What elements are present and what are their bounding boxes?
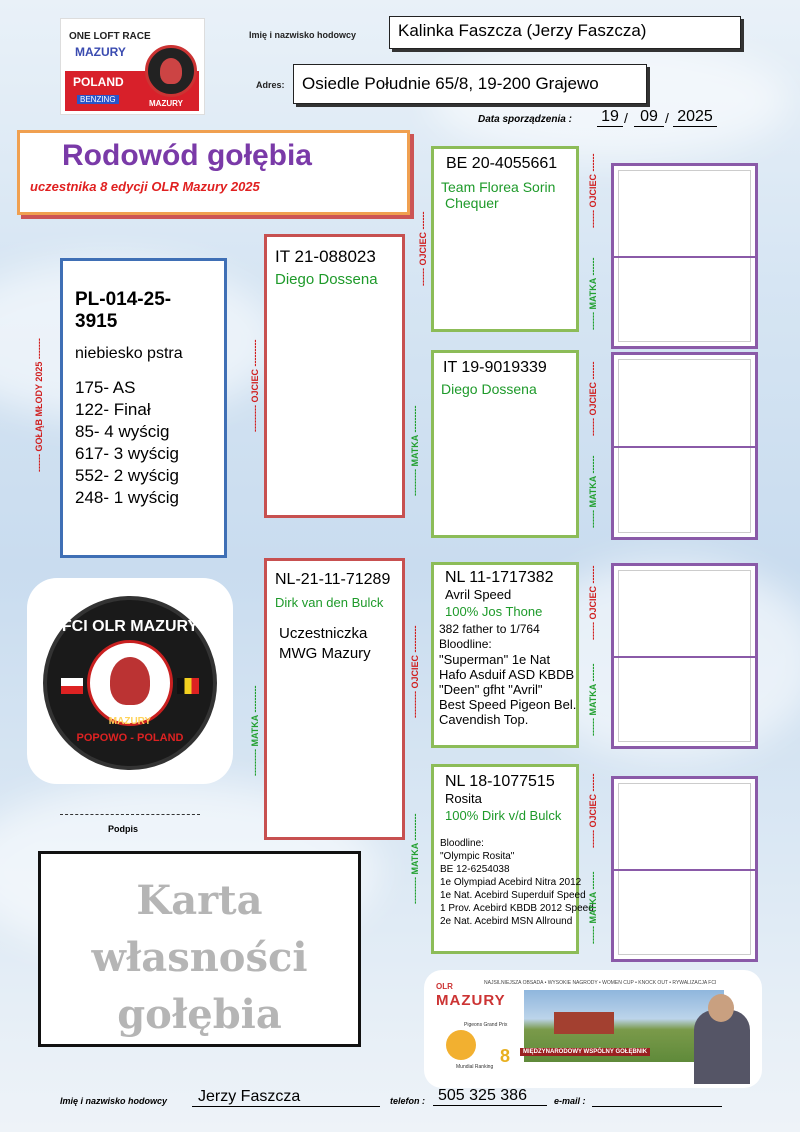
mm-ring: NL 18-1077515: [445, 773, 555, 790]
grandfather-maternal-box: [431, 562, 579, 748]
footer-phone-field[interactable]: 505 325 386: [433, 1087, 547, 1106]
ggp-mother-label: ------ MATKA ------: [588, 257, 598, 330]
fm-ring: IT 19-9019339: [443, 359, 547, 376]
fm-breeder: Diego Dossena: [441, 381, 537, 397]
date-year[interactable]: 2025: [673, 108, 717, 127]
card-text: własności: [91, 934, 308, 981]
badge-circle: [43, 596, 217, 770]
ggp-father-label: ------ OJCIEC ------: [588, 773, 598, 848]
ggp-mother-label: ------ MATKA ------: [588, 663, 598, 736]
address-field[interactable]: Osiedle Południe 65/8, 19-200 Grajewo: [293, 64, 647, 104]
result-item: 617- 3 wyścig: [75, 444, 179, 463]
banner-mazury: MAZURY: [436, 992, 506, 1009]
info-line: 1e Nat. Acebird Superduif Speed: [440, 890, 586, 901]
great-grandparents-box: [611, 776, 758, 962]
document-title: Rodowód gołębia: [62, 139, 312, 172]
date-separator: /: [665, 110, 669, 126]
mf-info: [439, 622, 577, 727]
footer-email-label: e-mail :: [554, 1096, 586, 1106]
note-line: Uczestniczka: [279, 625, 368, 642]
document-subtitle: uczestnika 8 edycji OLR Mazury 2025: [30, 179, 260, 194]
ff-breeder: [441, 179, 569, 211]
pigeon-ring: PL-014-25-3915: [75, 289, 172, 332]
grandfather-paternal-box: [431, 146, 579, 332]
date-separator: /: [624, 110, 628, 126]
footer-owner-label: Imię i nazwisko hodowcy: [60, 1096, 168, 1106]
loft-building-icon: [554, 1012, 614, 1034]
great-grandparents-box: [611, 163, 758, 349]
title-box: [17, 130, 410, 215]
info-line: 1e Olympiad Acebird Nitra 2012: [440, 877, 582, 888]
father-label: --------- OJCIEC ---------: [250, 339, 260, 432]
info-line: "Superman" 1e Nat: [439, 652, 551, 667]
info-line: 2e Nat. Acebird MSN Allround: [440, 916, 573, 927]
date-day[interactable]: 19: [597, 108, 623, 127]
fm-side-label: --------- MATKA ---------: [410, 405, 420, 496]
banner-mwg: MIĘDZYNARODOWY WSPÓLNY GOŁĘBNIK: [520, 1048, 650, 1056]
card-text: gołębia: [117, 991, 282, 1038]
mm-breeder: 100% Dirk v/d Bulck: [445, 808, 562, 823]
grandmother-paternal-box: [431, 350, 579, 538]
mf-ring: NL 11-1717382: [445, 569, 554, 586]
info-line: Cavendish Top.: [439, 712, 529, 727]
signature-label: Podpis: [108, 824, 139, 834]
banner-mundial: Mundial Ranking: [456, 1064, 494, 1070]
mf-side-label: --------- OJCIEC ---------: [410, 625, 420, 718]
footer-phone-label: telefon :: [390, 1096, 425, 1106]
olr-mazury-logo: [60, 18, 205, 115]
info-line: "Deen" gfht "Avril": [439, 682, 543, 697]
person-photo: [694, 1010, 750, 1084]
info-line: Hafo Asduif ASD KBDB: [439, 667, 575, 682]
info-line: BE 12-6254038: [440, 864, 510, 875]
ggp-father-label: ------ OJCIEC ------: [588, 361, 598, 436]
breeder-line: Chequer: [445, 195, 499, 211]
result-item: 175- AS: [75, 378, 136, 397]
promo-banner: [424, 970, 762, 1088]
pigeon-emblem-icon: [145, 45, 197, 97]
mother-label: --------- MATKA ---------: [250, 685, 260, 776]
poland-flag-icon: [61, 678, 83, 694]
results-list: [75, 377, 212, 509]
info-line: "Olympic Rosita": [440, 851, 515, 862]
footer-email-field[interactable]: [592, 1106, 722, 1107]
pigeon-color: niebiesko pstra: [75, 345, 183, 362]
banner-tagline: NAJSILNIEJSZA OBSADA • WYSOKIE NAGRODY • WOMEN CUP • KNOCK OUT • RYWALIZACJA FCI: [484, 980, 717, 986]
great-grandparents-box: [611, 352, 758, 540]
banner-edition-number: 8: [500, 1046, 511, 1066]
mundial-ranking-icon: [446, 1030, 476, 1060]
result-item: 248- 1 wyścig: [75, 488, 179, 507]
result-item: 85- 4 wyścig: [75, 422, 170, 441]
mm-name: Rosita: [445, 791, 482, 806]
ff-side-label: ------ OJCIEC ------: [418, 211, 428, 286]
info-line: Bloodline:: [439, 637, 492, 651]
belgium-flag-icon: [177, 678, 199, 694]
logo-text: MAZURY: [75, 45, 126, 59]
mother-breeder: Dirk van den Bulck: [275, 595, 384, 610]
info-line: Best Speed Pigeon Bel.: [439, 697, 577, 712]
info-line: 382 father to 1/764: [439, 622, 540, 636]
pigeon-main-box: [60, 258, 227, 558]
ownership-card-box: [38, 851, 361, 1047]
breeder-line: Team Florea Sorin: [441, 179, 556, 195]
owner-field[interactable]: Kalinka Faszcza (Jerzy Faszcza): [389, 16, 741, 49]
fci-olr-mazury-badge: [27, 578, 233, 784]
ggp-father-label: ------ OJCIEC ------: [588, 565, 598, 640]
result-item: 552- 2 wyścig: [75, 466, 179, 485]
badge-location: POPOWO - POLAND: [76, 732, 184, 744]
badge-brand: MAZURY: [108, 716, 152, 727]
card-text: Karta: [136, 877, 263, 924]
date-month[interactable]: 09: [634, 108, 664, 127]
mother-box: [264, 558, 405, 840]
info-line: Bloodline:: [440, 838, 484, 849]
father-box: [264, 234, 405, 518]
owner-label: Imię i nazwisko hodowcy: [249, 30, 357, 40]
mm-side-label: --------- MATKA ---------: [410, 813, 420, 904]
mf-breeder: 100% Jos Thone: [445, 604, 543, 619]
ggp-mother-label: ------ MATKA ------: [588, 455, 598, 528]
footer-owner-field[interactable]: Jerzy Faszcza: [192, 1088, 380, 1107]
date-label: Data sporządzenia :: [478, 114, 572, 125]
ggp-mother-label: ------ MATKA ------: [588, 871, 598, 944]
banner-olr: OLR: [436, 982, 453, 991]
father-ring: IT 21-088023: [275, 247, 376, 266]
young-pigeon-label: ------ GOŁĄB MŁODY 2025 -------: [34, 338, 44, 472]
address-label: Adres:: [256, 80, 285, 90]
mother-ring: NL-21-11-71289: [275, 571, 391, 588]
banner-pgp: Pigeons Grand Prix: [464, 1022, 508, 1028]
ggp-father-label: ------ OJCIEC ------: [588, 153, 598, 228]
logo-text: POLAND: [73, 75, 124, 89]
ff-ring: BE 20-4055661: [446, 155, 558, 172]
great-grandparents-box: [611, 563, 758, 749]
signature-line: [60, 814, 200, 815]
father-breeder: Diego Dossena: [275, 271, 378, 288]
badge-title: FCI OLR MAZURY: [61, 618, 199, 635]
sponsor-logo: BENZING: [77, 95, 119, 104]
note-line: MWG Mazury: [279, 645, 371, 662]
info-line: 1 Prov. Acebird KBDB 2012 Speed: [440, 903, 594, 914]
logo-text: MAZURY: [149, 99, 183, 108]
mother-note: [275, 624, 394, 664]
result-item: 122- Finał: [75, 400, 151, 419]
mm-info: [440, 837, 594, 928]
pigeon-emblem-icon: [87, 640, 173, 726]
mf-name: Avril Speed: [445, 587, 512, 602]
logo-text: ONE LOFT RACE: [69, 31, 151, 42]
